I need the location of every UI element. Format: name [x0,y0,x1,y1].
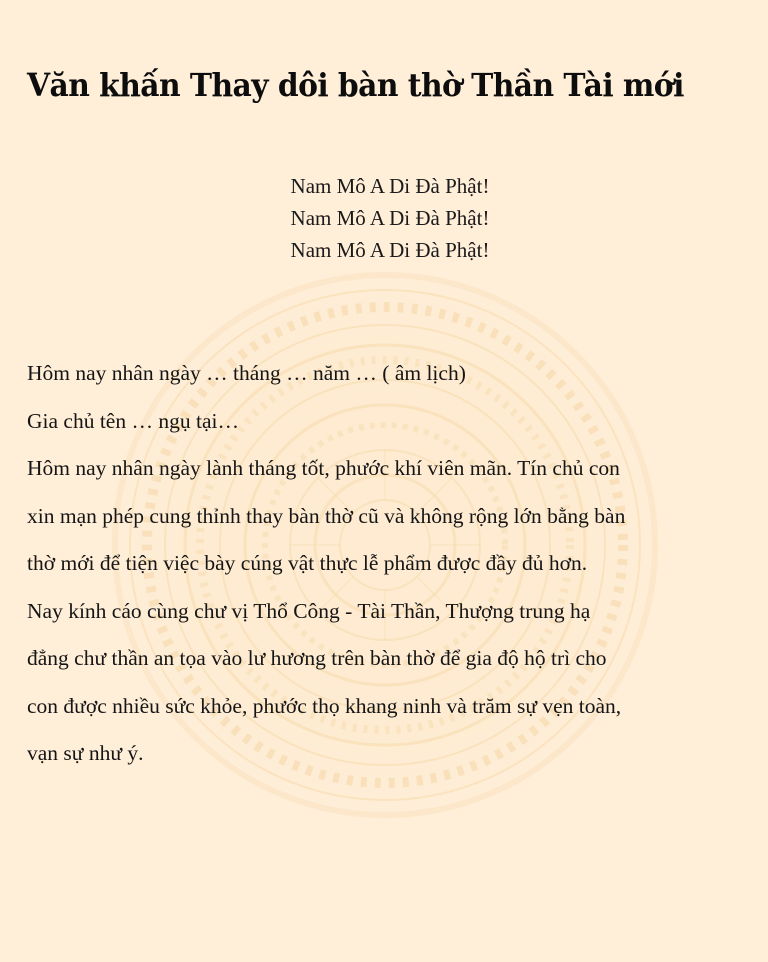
body-line-date: Hôm nay nhân ngày … tháng … năm … ( âm lịch) [27,361,466,385]
body-line: thờ mới để tiện việc bày cúng vật thực lễ phẩm được đầy đủ hơn. [27,551,588,575]
body-line: vạn sự như ý. [27,741,144,765]
prayer-body [27,350,747,778]
body-line: con được nhiều sức khỏe, phước thọ khang ninh và trăm sự vẹn toàn, [27,693,622,718]
body-line: Hôm nay nhân ngày lành tháng tốt, phước khí viên mãn. Tín chủ con [27,456,620,480]
body-line: đẳng chư thần an tọa vào lư hương trên bàn thờ để gia độ hộ trì cho [27,646,607,670]
invocation-block [0,170,768,266]
invocation-line: Nam Mô A Di Đà Phật! [290,206,490,230]
body-line: Nay kính cáo cùng chư vị Thổ Công - Tài Thần, Thượng trung hạ [27,598,591,623]
invocation-line: Nam Mô A Di Đà Phật! [290,238,490,262]
body-line: xin mạn phép cung thỉnh thay bàn thờ cũ và không rộng lớn bằng bàn [27,503,626,528]
invocation-line: Nam Mô A Di Đà Phật! [290,174,490,198]
body-line-host: Gia chủ tên … ngụ tại… [27,408,239,433]
page-title: Văn khấn Thay dôi bàn thờ Thần Tài mới [27,66,684,104]
